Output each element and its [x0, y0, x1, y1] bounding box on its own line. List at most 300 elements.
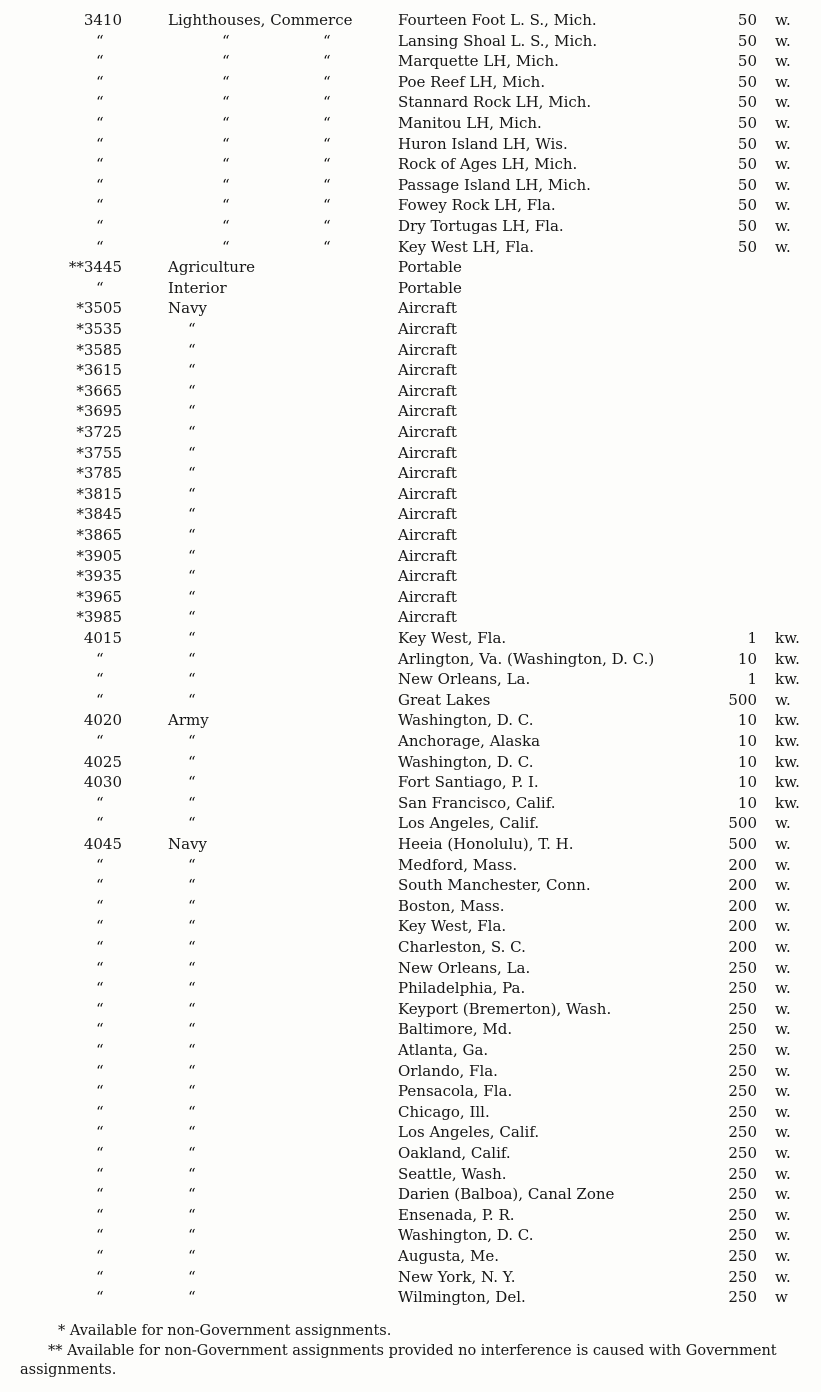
table-row — [0, 1287, 821, 1308]
location-cell: Stannard Rock LH, Mich. — [398, 93, 592, 112]
location-cell: Aircraft — [398, 320, 457, 338]
ditto-mark: “ — [323, 52, 331, 71]
power-value-cell: 50 — [737, 155, 757, 174]
location-cell: Key West, Fla. — [398, 917, 507, 936]
frequency-cell: “ — [96, 1247, 104, 1265]
power-value-cell: 50 — [737, 114, 757, 132]
power-unit-cell: w. — [775, 114, 791, 132]
frequency-cell: 4045 — [83, 835, 122, 853]
power-value-cell: 50 — [737, 217, 757, 235]
department-cell: “ — [188, 1226, 196, 1245]
power-value-cell: 250 — [728, 1164, 757, 1183]
table-row — [0, 319, 821, 340]
power-unit-cell: w. — [775, 814, 791, 833]
location-cell: Anchorage, Alaska — [398, 732, 541, 750]
department-cell: “ — [188, 320, 196, 338]
department-cell: Army — [168, 711, 209, 730]
location-cell: Oakland, Calif. — [398, 1144, 511, 1162]
table-row — [0, 72, 821, 93]
ditto-mark: “ — [222, 134, 230, 153]
power-value-cell: 250 — [728, 1061, 757, 1080]
power-value-cell: 200 — [728, 917, 757, 936]
frequency-cell: *3535 — [76, 320, 122, 338]
power-value-cell: 250 — [728, 1123, 757, 1142]
department-cell: “ — [188, 423, 196, 441]
table-row — [0, 51, 821, 72]
power-unit-cell: w. — [775, 1226, 791, 1245]
power-unit-cell: w. — [775, 1247, 791, 1265]
department-cell: “ — [188, 752, 196, 771]
table-row — [0, 237, 821, 258]
table-row — [0, 1143, 821, 1164]
power-unit-cell: w. — [775, 155, 791, 174]
ditto-mark: “ — [323, 217, 331, 235]
power-value-cell: 250 — [728, 1185, 757, 1204]
ditto-mark: “ — [323, 237, 331, 256]
table-row — [0, 607, 821, 628]
frequency-cell: 4015 — [83, 629, 122, 647]
location-cell: Aircraft — [398, 299, 457, 318]
location-cell: Aircraft — [398, 608, 457, 627]
frequency-cell: “ — [96, 876, 104, 895]
table-row — [0, 710, 821, 731]
location-cell: Aircraft — [398, 381, 457, 400]
table-row — [0, 463, 821, 484]
department-cell: “ — [188, 958, 196, 977]
power-unit-cell: w. — [775, 1205, 791, 1224]
table-row — [0, 134, 821, 155]
frequency-cell: “ — [96, 72, 104, 91]
power-value-cell: 50 — [737, 134, 757, 153]
frequency-cell: *3505 — [76, 299, 122, 318]
table-row — [0, 772, 821, 793]
frequency-cell: *3815 — [76, 484, 122, 503]
location-cell: Aircraft — [398, 546, 457, 565]
department-cell: “ — [188, 876, 196, 895]
table-row — [0, 1061, 821, 1082]
power-unit-cell: w. — [775, 1041, 791, 1059]
power-unit-cell: w. — [775, 1102, 791, 1121]
location-cell: New York, N. Y. — [398, 1267, 516, 1286]
location-cell: Aircraft — [398, 484, 457, 503]
table-row — [0, 1205, 821, 1226]
department-cell: “ — [188, 1061, 196, 1080]
ditto-mark: “ — [222, 52, 230, 71]
power-unit-cell: w. — [775, 31, 791, 50]
department-cell: “ — [188, 526, 196, 544]
location-cell: Atlanta, Ga. — [398, 1041, 489, 1059]
table-row — [0, 340, 821, 361]
table-row — [0, 1081, 821, 1102]
location-cell: Aircraft — [398, 340, 457, 359]
ditto-mark: “ — [323, 155, 331, 174]
power-value-cell: 200 — [728, 896, 757, 915]
location-cell: Manitou LH, Mich. — [398, 114, 542, 132]
table-row — [0, 1246, 821, 1267]
location-cell: South Manchester, Conn. — [398, 876, 591, 895]
power-unit-cell: w. — [775, 237, 791, 256]
power-value-cell: 50 — [737, 31, 757, 50]
table-row — [0, 484, 821, 505]
power-value-cell: 250 — [728, 1041, 757, 1059]
power-unit-cell: kw. — [775, 670, 800, 689]
department-cell: “ — [188, 670, 196, 689]
power-value-cell: 250 — [728, 1205, 757, 1224]
table-row — [0, 752, 821, 773]
frequency-cell: *3695 — [76, 402, 122, 421]
frequency-cell: “ — [96, 1267, 104, 1286]
table-row — [0, 1019, 821, 1040]
power-unit-cell: w. — [775, 217, 791, 235]
power-unit-cell: kw. — [775, 649, 800, 668]
frequency-cell: “ — [96, 793, 104, 812]
power-unit-cell: w. — [775, 835, 791, 853]
department-cell: “ — [188, 1041, 196, 1059]
table-row — [0, 401, 821, 422]
department-cell: “ — [188, 855, 196, 874]
frequency-cell: “ — [96, 31, 104, 50]
frequency-cell: *3935 — [76, 567, 122, 586]
location-cell: Augusta, Me. — [398, 1247, 499, 1265]
department-cell: “ — [188, 1267, 196, 1286]
location-cell: Charleston, S. C. — [398, 938, 526, 956]
power-unit-cell: kw. — [775, 773, 800, 792]
location-cell: Aircraft — [398, 402, 457, 421]
frequency-cell: “ — [96, 217, 104, 235]
location-cell: Marquette LH, Mich. — [398, 52, 559, 71]
power-value-cell: 10 — [737, 649, 757, 668]
department-cell: “ — [188, 690, 196, 709]
power-unit-cell: w. — [775, 1123, 791, 1142]
frequency-cell: “ — [96, 93, 104, 112]
location-cell: Fowey Rock LH, Fla. — [398, 196, 556, 215]
power-unit-cell: w. — [775, 896, 791, 915]
power-value-cell: 50 — [737, 175, 757, 194]
location-cell: Washington, D. C. — [398, 1226, 534, 1245]
frequency-cell: **3445 — [68, 258, 122, 277]
location-cell: Fourteen Foot L. S., Mich. — [398, 11, 597, 29]
power-unit-cell: kw. — [775, 793, 800, 812]
table-row — [0, 999, 821, 1020]
department-cell: “ — [188, 1164, 196, 1183]
power-value-cell: 10 — [737, 752, 757, 771]
department-cell: “ — [188, 546, 196, 565]
frequency-cell: “ — [96, 855, 104, 874]
table-row — [0, 958, 821, 979]
department-cell: Navy — [168, 299, 208, 318]
power-unit-cell: w. — [775, 1061, 791, 1080]
power-value-cell: 250 — [728, 1288, 757, 1307]
department-cell: “ — [188, 979, 196, 998]
frequency-cell: “ — [96, 732, 104, 750]
power-unit-cell: w. — [775, 1185, 791, 1204]
frequency-cell: *3865 — [76, 526, 122, 544]
table-row — [0, 916, 821, 937]
power-value-cell: 50 — [737, 196, 757, 215]
table-row — [0, 649, 821, 670]
department-cell: “ — [188, 1205, 196, 1224]
frequency-cell: “ — [96, 690, 104, 709]
power-value-cell: 250 — [728, 1020, 757, 1039]
frequency-cell: *3665 — [76, 381, 122, 400]
location-cell: Portable — [398, 278, 462, 297]
table-row — [0, 31, 821, 52]
power-unit-cell: w. — [775, 1020, 791, 1039]
power-value-cell: 500 — [728, 690, 757, 709]
table-row — [0, 937, 821, 958]
table-row — [0, 216, 821, 237]
frequency-cell: “ — [96, 237, 104, 256]
power-value-cell: 200 — [728, 938, 757, 956]
department-cell: “ — [188, 814, 196, 833]
table-row — [0, 1122, 821, 1143]
location-cell: Rock of Ages LH, Mich. — [398, 155, 578, 174]
table-row — [0, 896, 821, 917]
location-cell: Aircraft — [398, 587, 457, 606]
table-row — [0, 422, 821, 443]
location-cell: Aircraft — [398, 526, 457, 544]
frequency-cell: “ — [96, 134, 104, 153]
department-cell: “ — [188, 732, 196, 750]
ditto-mark: “ — [323, 175, 331, 194]
department-cell: “ — [188, 1144, 196, 1162]
power-unit-cell: kw. — [775, 752, 800, 771]
location-cell: Aircraft — [398, 361, 457, 380]
frequency-cell: “ — [96, 814, 104, 833]
frequency-cell: “ — [96, 1082, 104, 1101]
frequency-cell: “ — [96, 649, 104, 668]
department-cell: Navy — [168, 835, 208, 853]
department-cell: “ — [188, 1247, 196, 1265]
department-cell: Lighthouses, Commerce — [168, 11, 353, 29]
frequency-cell: “ — [96, 938, 104, 956]
power-unit-cell: w. — [775, 876, 791, 895]
frequency-cell: *3985 — [76, 608, 122, 627]
location-cell: Keyport (Bremerton), Wash. — [398, 999, 612, 1018]
ditto-mark: “ — [222, 237, 230, 256]
table-row — [0, 793, 821, 814]
department-cell: “ — [188, 1185, 196, 1204]
department-cell: “ — [188, 587, 196, 606]
location-cell: Baltimore, Md. — [398, 1020, 513, 1039]
frequency-cell: “ — [96, 114, 104, 132]
location-cell: Arlington, Va. (Washington, D. C.) — [398, 649, 655, 668]
power-value-cell: 250 — [728, 999, 757, 1018]
department-cell: “ — [188, 1102, 196, 1121]
department-cell: “ — [188, 938, 196, 956]
ditto-mark: “ — [222, 217, 230, 235]
power-unit-cell: w — [775, 1288, 788, 1307]
frequency-cell: “ — [96, 1185, 104, 1204]
ditto-mark: “ — [323, 93, 331, 112]
table-row — [0, 1225, 821, 1246]
power-unit-cell: w. — [775, 175, 791, 194]
ditto-mark: “ — [222, 72, 230, 91]
location-cell: New Orleans, La. — [398, 958, 531, 977]
department-cell: “ — [188, 629, 196, 647]
power-unit-cell: w. — [775, 979, 791, 998]
location-cell: Poe Reef LH, Mich. — [398, 72, 546, 91]
table-row — [0, 525, 821, 546]
location-cell: Huron Island LH, Wis. — [398, 134, 568, 153]
power-value-cell: 500 — [728, 814, 757, 833]
table-row — [0, 175, 821, 196]
ditto-mark: “ — [323, 72, 331, 91]
location-cell: Los Angeles, Calif. — [398, 814, 540, 833]
table-row — [0, 1164, 821, 1185]
table-row — [0, 154, 821, 175]
location-cell: Medford, Mass. — [398, 855, 518, 874]
frequency-cell: 4025 — [83, 752, 122, 771]
power-value-cell: 50 — [737, 11, 757, 29]
table-row — [0, 1102, 821, 1123]
location-cell: Passage Island LH, Mich. — [398, 175, 591, 194]
location-cell: Aircraft — [398, 464, 457, 483]
ditto-mark: “ — [222, 31, 230, 50]
department-cell: “ — [188, 340, 196, 359]
location-cell: Lansing Shoal L. S., Mich. — [398, 31, 598, 50]
table-row — [0, 92, 821, 113]
department-cell: “ — [188, 793, 196, 812]
power-value-cell: 1 — [747, 670, 757, 689]
location-cell: Washington, D. C. — [398, 711, 534, 730]
frequency-cell: *3965 — [76, 587, 122, 606]
frequency-cell: *3785 — [76, 464, 122, 483]
department-cell: “ — [188, 1020, 196, 1039]
location-cell: Fort Santiago, P. I. — [398, 773, 539, 792]
frequency-cell: “ — [96, 1164, 104, 1183]
power-unit-cell: w. — [775, 917, 791, 936]
power-value-cell: 1 — [747, 629, 757, 647]
frequency-cell: *3725 — [76, 423, 122, 441]
power-value-cell: 50 — [737, 52, 757, 71]
location-cell: Darien (Balboa), Canal Zone — [398, 1185, 615, 1204]
table-row — [0, 1184, 821, 1205]
power-value-cell: 50 — [737, 72, 757, 91]
power-value-cell: 10 — [737, 711, 757, 730]
power-unit-cell: w. — [775, 1144, 791, 1162]
frequency-cell: 4030 — [83, 773, 122, 792]
department-cell: “ — [188, 443, 196, 462]
ditto-mark: “ — [222, 175, 230, 194]
table-row — [0, 690, 821, 711]
frequency-cell: “ — [96, 1123, 104, 1142]
location-cell: Key West LH, Fla. — [398, 237, 534, 256]
frequency-cell: *3585 — [76, 340, 122, 359]
location-cell: San Francisco, Calif. — [398, 793, 556, 812]
department-cell: “ — [188, 464, 196, 483]
frequency-cell: “ — [96, 896, 104, 915]
frequency-cell: “ — [96, 175, 104, 194]
frequency-cell: “ — [96, 1205, 104, 1224]
power-unit-cell: w. — [775, 1267, 791, 1286]
frequency-cell: “ — [96, 1020, 104, 1039]
frequency-cell: “ — [96, 670, 104, 689]
ditto-mark: “ — [222, 93, 230, 112]
ditto-mark: “ — [323, 31, 331, 50]
frequency-cell: “ — [96, 1041, 104, 1059]
footnote-single-star: * Available for non-Government assignments. — [58, 1323, 392, 1339]
location-cell: Ensenada, P. R. — [398, 1205, 515, 1224]
frequency-cell: “ — [96, 917, 104, 936]
power-value-cell: 250 — [728, 1247, 757, 1265]
ditto-mark: “ — [222, 196, 230, 215]
location-cell: Boston, Mass. — [398, 896, 505, 915]
frequency-cell: “ — [96, 1288, 104, 1307]
location-cell: Chicago, Ill. — [398, 1102, 490, 1121]
power-unit-cell: w. — [775, 855, 791, 874]
department-cell: “ — [188, 505, 196, 524]
footnote-double-star: ** Available for non-Government assignments provided no interference is caused with Government assignments. — [20, 1343, 777, 1378]
frequency-cell: “ — [96, 1226, 104, 1245]
frequency-cell: *3905 — [76, 546, 122, 565]
frequency-cell: “ — [96, 1144, 104, 1162]
power-unit-cell: w. — [775, 72, 791, 91]
location-cell: Aircraft — [398, 443, 457, 462]
frequency-cell: “ — [96, 155, 104, 174]
table-row — [0, 813, 821, 834]
ditto-mark: “ — [323, 114, 331, 132]
frequency-cell: “ — [96, 1061, 104, 1080]
power-value-cell: 50 — [737, 237, 757, 256]
location-cell: Aircraft — [398, 423, 457, 441]
table-row — [0, 113, 821, 134]
power-value-cell: 50 — [737, 93, 757, 112]
ditto-mark: “ — [323, 134, 331, 153]
location-cell: Washington, D. C. — [398, 752, 534, 771]
power-unit-cell: kw. — [775, 711, 800, 730]
power-value-cell: 500 — [728, 835, 757, 853]
power-value-cell: 10 — [737, 773, 757, 792]
table-row — [0, 731, 821, 752]
frequency-cell: *3615 — [76, 361, 122, 380]
location-cell: Portable — [398, 258, 462, 277]
department-cell: “ — [188, 896, 196, 915]
department-cell: “ — [188, 649, 196, 668]
frequency-cell: “ — [96, 958, 104, 977]
location-cell: Los Angeles, Calif. — [398, 1123, 540, 1142]
location-cell: Wilmington, Del. — [398, 1288, 526, 1307]
department-cell: Agriculture — [168, 258, 255, 277]
location-cell: Dry Tortugas LH, Fla. — [398, 217, 564, 235]
power-value-cell: 250 — [728, 1144, 757, 1162]
department-cell: Interior — [168, 278, 227, 297]
location-cell: New Orleans, La. — [398, 670, 531, 689]
frequency-cell: 4020 — [83, 711, 122, 730]
table-row — [0, 1267, 821, 1288]
department-cell: “ — [188, 361, 196, 380]
power-value-cell: 250 — [728, 1226, 757, 1245]
department-cell: “ — [188, 1082, 196, 1101]
table-row — [0, 875, 821, 896]
location-cell: Pensacola, Fla. — [398, 1082, 513, 1101]
department-cell: “ — [188, 381, 196, 400]
table-row — [0, 1040, 821, 1061]
table-row — [0, 546, 821, 567]
department-cell: “ — [188, 917, 196, 936]
frequency-cell: “ — [96, 52, 104, 71]
power-unit-cell: w. — [775, 1082, 791, 1101]
table-row — [0, 195, 821, 216]
ditto-mark: “ — [222, 155, 230, 174]
table-row — [0, 257, 821, 278]
department-cell: “ — [188, 484, 196, 503]
power-value-cell: 200 — [728, 855, 757, 874]
power-unit-cell: w. — [775, 134, 791, 153]
table-row — [0, 504, 821, 525]
department-cell: “ — [188, 999, 196, 1018]
department-cell: “ — [188, 608, 196, 627]
